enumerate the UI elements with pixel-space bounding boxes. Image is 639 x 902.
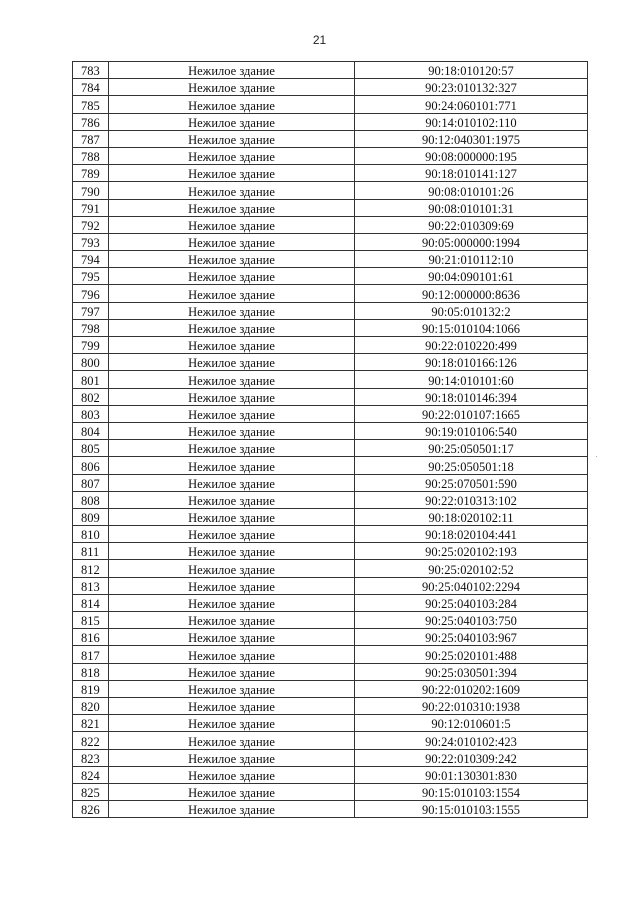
cadastral-number-cell: 90:01:130301:830	[355, 766, 588, 783]
object-type-cell: Нежилое здание	[109, 457, 355, 474]
cadastral-number-cell: 90:25:020102:52	[355, 560, 588, 577]
table-row	[73, 96, 588, 113]
object-type-cell: Нежилое здание	[109, 199, 355, 216]
cadastral-number-cell: 90:19:010106:540	[355, 422, 588, 439]
row-number-cell: 791	[73, 199, 109, 216]
object-type-cell: Нежилое здание	[109, 147, 355, 164]
cadastral-number-cell: 90:22:010220:499	[355, 337, 588, 354]
cadastral-number-cell: 90:12:040301:1975	[355, 130, 588, 147]
cadastral-number-cell: 90:24:060101:771	[355, 96, 588, 113]
cadastral-number-cell: 90:08:010101:26	[355, 182, 588, 199]
object-type-cell: Нежилое здание	[109, 526, 355, 543]
object-type-cell: Нежилое здание	[109, 233, 355, 250]
object-type-cell: Нежилое здание	[109, 577, 355, 594]
row-number-cell: 824	[73, 766, 109, 783]
row-number-cell: 798	[73, 319, 109, 336]
table-row	[73, 783, 588, 800]
cadastral-number-cell: 90:25:050501:17	[355, 440, 588, 457]
object-type-cell: Нежилое здание	[109, 216, 355, 233]
object-type-cell: Нежилое здание	[109, 319, 355, 336]
object-type-cell: Нежилое здание	[109, 388, 355, 405]
row-number-cell: 813	[73, 577, 109, 594]
table-row	[73, 199, 588, 216]
cadastral-number-cell: 90:22:010202:1609	[355, 680, 588, 697]
table-row	[73, 388, 588, 405]
cadastral-number-cell: 90:25:040103:967	[355, 629, 588, 646]
scan-speck	[596, 456, 597, 457]
cadastral-number-cell: 90:22:010309:69	[355, 216, 588, 233]
cadastral-number-cell: 90:04:090101:61	[355, 268, 588, 285]
row-number-cell: 822	[73, 732, 109, 749]
row-number-cell: 823	[73, 749, 109, 766]
cadastral-number-cell: 90:15:010103:1554	[355, 783, 588, 800]
table-row	[73, 697, 588, 714]
row-number-cell: 814	[73, 594, 109, 611]
cadastral-number-cell: 90:24:010102:423	[355, 732, 588, 749]
table-row	[73, 491, 588, 508]
cadastral-number-cell: 90:18:010146:394	[355, 388, 588, 405]
table-row	[73, 285, 588, 302]
table-row	[73, 216, 588, 233]
row-number-cell: 788	[73, 147, 109, 164]
table-row	[73, 577, 588, 594]
object-type-cell: Нежилое здание	[109, 612, 355, 629]
object-type-cell: Нежилое здание	[109, 732, 355, 749]
object-type-cell: Нежилое здание	[109, 130, 355, 147]
row-number-cell: 806	[73, 457, 109, 474]
object-type-cell: Нежилое здание	[109, 165, 355, 182]
table-row	[73, 749, 588, 766]
cadastral-number-cell: 90:22:010310:1938	[355, 697, 588, 714]
row-number-cell: 820	[73, 697, 109, 714]
object-type-cell: Нежилое здание	[109, 440, 355, 457]
table-row	[73, 663, 588, 680]
property-table	[72, 61, 588, 818]
row-number-cell: 811	[73, 543, 109, 560]
object-type-cell: Нежилое здание	[109, 594, 355, 611]
row-number-cell: 815	[73, 612, 109, 629]
table-row	[73, 801, 588, 818]
table-row	[73, 182, 588, 199]
property-table-body	[73, 62, 588, 818]
cadastral-number-cell: 90:25:030501:394	[355, 663, 588, 680]
row-number-cell: 819	[73, 680, 109, 697]
row-number-cell: 789	[73, 165, 109, 182]
row-number-cell: 809	[73, 508, 109, 525]
object-type-cell: Нежилое здание	[109, 371, 355, 388]
table-row	[73, 543, 588, 560]
cadastral-number-cell: 90:25:020101:488	[355, 646, 588, 663]
table-row	[73, 680, 588, 697]
row-number-cell: 783	[73, 62, 109, 79]
object-type-cell: Нежилое здание	[109, 663, 355, 680]
row-number-cell: 796	[73, 285, 109, 302]
object-type-cell: Нежилое здание	[109, 749, 355, 766]
cadastral-number-cell: 90:25:040103:750	[355, 612, 588, 629]
table-row	[73, 354, 588, 371]
object-type-cell: Нежилое здание	[109, 560, 355, 577]
cadastral-number-cell: 90:12:000000:8636	[355, 285, 588, 302]
object-type-cell: Нежилое здание	[109, 354, 355, 371]
table-row	[73, 526, 588, 543]
page-number: 21	[312, 33, 327, 47]
table-row	[73, 766, 588, 783]
row-number-cell: 825	[73, 783, 109, 800]
object-type-cell: Нежилое здание	[109, 182, 355, 199]
row-number-cell: 794	[73, 251, 109, 268]
table-row	[73, 457, 588, 474]
cadastral-number-cell: 90:22:010309:242	[355, 749, 588, 766]
cadastral-number-cell: 90:25:040102:2294	[355, 577, 588, 594]
table-row	[73, 474, 588, 491]
row-number-cell: 810	[73, 526, 109, 543]
row-number-cell: 786	[73, 113, 109, 130]
object-type-cell: Нежилое здание	[109, 801, 355, 818]
row-number-cell: 805	[73, 440, 109, 457]
cadastral-number-cell: 90:25:020102:193	[355, 543, 588, 560]
table-row	[73, 147, 588, 164]
row-number-cell: 802	[73, 388, 109, 405]
cadastral-number-cell: 90:18:010166:126	[355, 354, 588, 371]
table-row	[73, 337, 588, 354]
cadastral-number-cell: 90:18:010141:127	[355, 165, 588, 182]
cadastral-number-cell: 90:25:070501:590	[355, 474, 588, 491]
table-row	[73, 594, 588, 611]
table-row	[73, 405, 588, 422]
row-number-cell: 803	[73, 405, 109, 422]
row-number-cell: 812	[73, 560, 109, 577]
table-row	[73, 302, 588, 319]
table-row	[73, 79, 588, 96]
object-type-cell: Нежилое здание	[109, 268, 355, 285]
cadastral-number-cell: 90:14:010102:110	[355, 113, 588, 130]
object-type-cell: Нежилое здание	[109, 405, 355, 422]
row-number-cell: 797	[73, 302, 109, 319]
object-type-cell: Нежилое здание	[109, 766, 355, 783]
row-number-cell: 787	[73, 130, 109, 147]
cadastral-number-cell: 90:25:050501:18	[355, 457, 588, 474]
row-number-cell: 801	[73, 371, 109, 388]
row-number-cell: 795	[73, 268, 109, 285]
object-type-cell: Нежилое здание	[109, 697, 355, 714]
table-row	[73, 62, 588, 79]
table-row	[73, 165, 588, 182]
row-number-cell: 800	[73, 354, 109, 371]
row-number-cell: 818	[73, 663, 109, 680]
cadastral-number-cell: 90:23:010132:327	[355, 79, 588, 96]
table-row	[73, 371, 588, 388]
row-number-cell: 807	[73, 474, 109, 491]
cadastral-number-cell: 90:14:010101:60	[355, 371, 588, 388]
row-number-cell: 821	[73, 715, 109, 732]
cadastral-number-cell: 90:18:020102:11	[355, 508, 588, 525]
object-type-cell: Нежилое здание	[109, 491, 355, 508]
cadastral-number-cell: 90:08:010101:31	[355, 199, 588, 216]
object-type-cell: Нежилое здание	[109, 422, 355, 439]
row-number-cell: 784	[73, 79, 109, 96]
row-number-cell: 816	[73, 629, 109, 646]
object-type-cell: Нежилое здание	[109, 783, 355, 800]
object-type-cell: Нежилое здание	[109, 79, 355, 96]
table-row	[73, 130, 588, 147]
cadastral-number-cell: 90:05:000000:1994	[355, 233, 588, 250]
cadastral-number-cell: 90:08:000000:195	[355, 147, 588, 164]
row-number-cell: 792	[73, 216, 109, 233]
table-row	[73, 508, 588, 525]
cadastral-number-cell: 90:05:010132:2	[355, 302, 588, 319]
object-type-cell: Нежилое здание	[109, 96, 355, 113]
row-number-cell: 817	[73, 646, 109, 663]
table-row	[73, 319, 588, 336]
object-type-cell: Нежилое здание	[109, 113, 355, 130]
cadastral-number-cell: 90:18:020104:441	[355, 526, 588, 543]
row-number-cell: 785	[73, 96, 109, 113]
table-row	[73, 629, 588, 646]
table-row	[73, 422, 588, 439]
row-number-cell: 793	[73, 233, 109, 250]
row-number-cell: 804	[73, 422, 109, 439]
object-type-cell: Нежилое здание	[109, 62, 355, 79]
cadastral-number-cell: 90:12:010601:5	[355, 715, 588, 732]
object-type-cell: Нежилое здание	[109, 474, 355, 491]
object-type-cell: Нежилое здание	[109, 302, 355, 319]
object-type-cell: Нежилое здание	[109, 629, 355, 646]
table-row	[73, 233, 588, 250]
table-row	[73, 560, 588, 577]
cadastral-number-cell: 90:22:010107:1665	[355, 405, 588, 422]
row-number-cell: 799	[73, 337, 109, 354]
object-type-cell: Нежилое здание	[109, 680, 355, 697]
cadastral-number-cell: 90:15:010103:1555	[355, 801, 588, 818]
table-row	[73, 268, 588, 285]
table-row	[73, 612, 588, 629]
object-type-cell: Нежилое здание	[109, 251, 355, 268]
cadastral-number-cell: 90:18:010120:57	[355, 62, 588, 79]
table-row	[73, 251, 588, 268]
row-number-cell: 808	[73, 491, 109, 508]
cadastral-number-cell: 90:22:010313:102	[355, 491, 588, 508]
cadastral-number-cell: 90:25:040103:284	[355, 594, 588, 611]
row-number-cell: 826	[73, 801, 109, 818]
table-row	[73, 440, 588, 457]
table-row	[73, 732, 588, 749]
row-number-cell: 790	[73, 182, 109, 199]
cadastral-number-cell: 90:15:010104:1066	[355, 319, 588, 336]
object-type-cell: Нежилое здание	[109, 285, 355, 302]
table-row	[73, 113, 588, 130]
table-row	[73, 646, 588, 663]
object-type-cell: Нежилое здание	[109, 337, 355, 354]
object-type-cell: Нежилое здание	[109, 646, 355, 663]
object-type-cell: Нежилое здание	[109, 543, 355, 560]
object-type-cell: Нежилое здание	[109, 508, 355, 525]
cadastral-number-cell: 90:21:010112:10	[355, 251, 588, 268]
object-type-cell: Нежилое здание	[109, 715, 355, 732]
table-row	[73, 715, 588, 732]
